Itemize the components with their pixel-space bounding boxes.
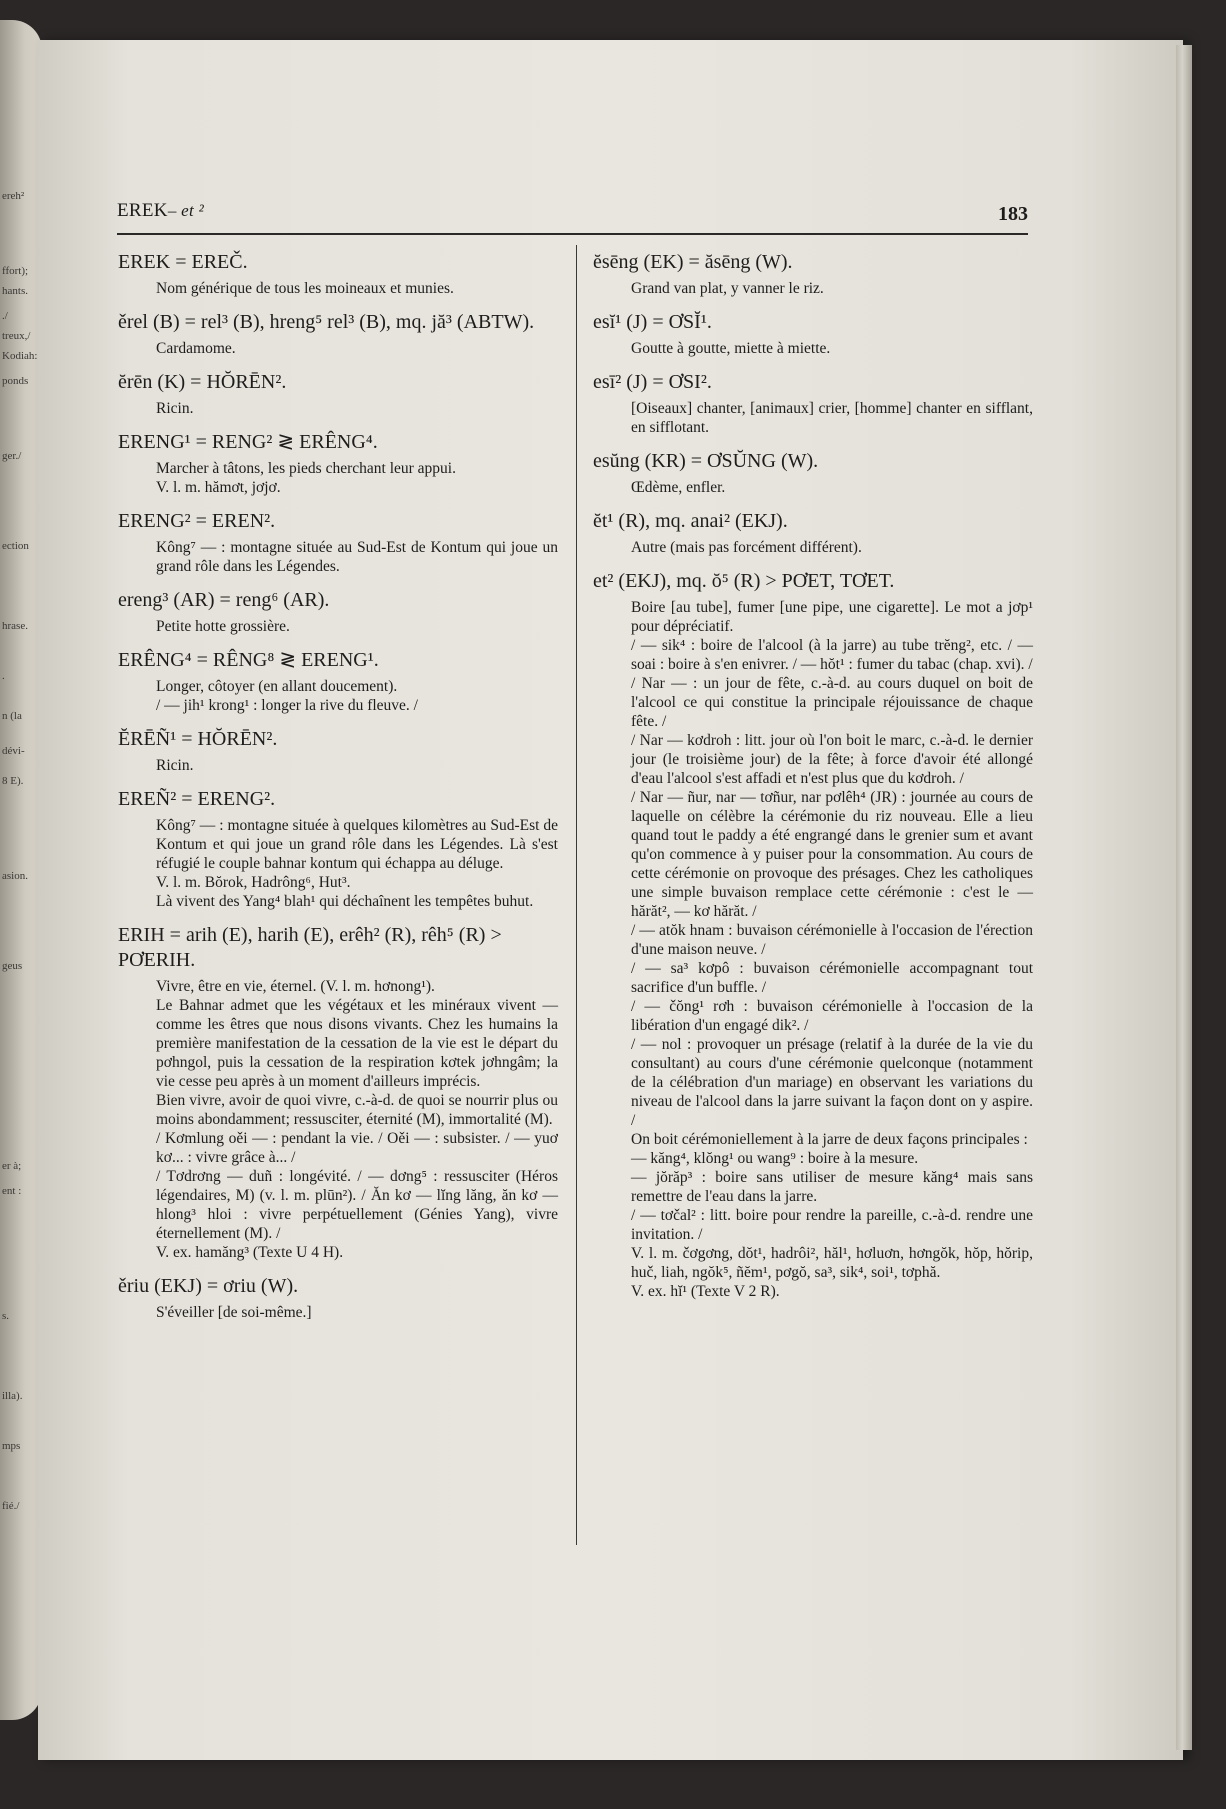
definition-line: V. l. m. hămơt, jơjơ. — [156, 479, 281, 496]
dictionary-entry — [593, 370, 1033, 437]
definition-line: — kăng⁴, klŏng¹ ou wang⁹ : boire à la mesure. — [631, 1150, 919, 1167]
dictionary-entry — [118, 588, 558, 636]
definition-line: Petite hotte grossière. — [156, 618, 290, 635]
previous-page-fragment: hrase. — [2, 620, 28, 632]
definition-line: / Nar — kơdroh : litt. jour où l'on boit le marc, c.-à-d. le dernier jour (le troisième jour) de la fête; à force d'avoir été allongé d'eau l'alcool s'est affadi et n'est plus que du kơdroh. / — [631, 732, 1033, 787]
definition-line: Vivre, être en vie, éternel. (V. l. m. hơnong¹). — [156, 978, 435, 995]
previous-page-fragment: treux,/ — [2, 330, 31, 342]
definition-line: Œdème, enfler. — [631, 479, 726, 496]
dictionary-entry — [118, 250, 558, 298]
definition-line: Grand van plat, y vanner le riz. — [631, 280, 824, 297]
entry-headword: et² (EKJ), mq. ŏ⁵ (R) > PƠET, TƠET. — [593, 570, 895, 592]
previous-page-fragment: mps — [2, 1440, 21, 1452]
previous-page-fragment: ection — [2, 540, 29, 552]
definition-line: Bien vivre, avoir de quoi vivre, c.-à-d. de quoi se nourrir plus ou moins abondamment; ressusciter, éternité (M), immortalité (M). — [156, 1092, 558, 1128]
previous-page-fragment: s. — [2, 1310, 10, 1322]
dictionary-entry — [118, 648, 558, 715]
entry-headword: esŭng (KR) = ƠSŬNG (W). — [593, 450, 819, 472]
entry-headword: EREÑ² = ERENG². — [118, 788, 276, 810]
previous-page-fragment: fié./ — [2, 1500, 20, 1512]
running-head-text: EREK — [117, 200, 168, 221]
definition-line: Longer, côtoyer (en allant doucement). — [156, 678, 398, 695]
page-stack-edge — [1176, 45, 1192, 1750]
previous-page-fragment: ger./ — [2, 450, 22, 462]
entry-headword: ERÊNG⁴ = RÊNG⁸ ≷ ERENG¹. — [118, 649, 379, 671]
definition-line: / — sa³ kơpô : buvaison cérémonielle accompagnant tout sacrifice d'un buffle. / — [631, 960, 1033, 996]
definition-line: On boit cérémoniellement à la jarre de deux façons principales : — [631, 1131, 1028, 1148]
entry-headword: esĭ¹ (J) = ƠSĬ¹. — [593, 311, 712, 333]
entry-definition — [156, 617, 558, 636]
dictionary-entry — [118, 923, 558, 1262]
definition-line: V. l. m. Bŏrok, Hadrông⁶, Hut³. — [156, 874, 351, 891]
entry-headword: esī² (J) = ƠSI². — [593, 371, 712, 393]
entry-definition — [631, 339, 1033, 358]
entry-definition — [156, 339, 558, 358]
dictionary-entry — [593, 509, 1033, 557]
entry-definition — [631, 538, 1033, 557]
entry-definition — [156, 816, 558, 911]
entry-definition — [631, 279, 1033, 298]
entry-definition — [631, 478, 1033, 497]
entry-headword: ĕrēn (K) = HŎRĒN². — [118, 371, 287, 393]
dictionary-entry — [118, 1274, 558, 1322]
definition-line: V. l. m. čơgơng, dŏt¹, hadrôi², hăl¹, hơluơn, hơngŏk, hŏp, hŏrip, huč, liah, ngŏk⁵, ñĕm¹, pơgŏ, sa³, sik⁴, soi¹, tơphă. — [631, 1245, 1033, 1281]
dictionary-entry — [593, 250, 1033, 298]
definition-line: / — tơčal² : litt. boire pour rendre la pareille, c.-à-d. rendre une invitation. / — [631, 1207, 1033, 1243]
dictionary-entry — [118, 370, 558, 418]
definition-line: Autre (mais pas forcément différent). — [631, 539, 862, 556]
previous-page-fragment: illa). — [2, 1390, 23, 1402]
previous-page-edge — [0, 20, 42, 1720]
previous-page-fragment: er à; — [2, 1160, 22, 1172]
entry-headword: ĕsēng (EK) = ăsēng (W). — [593, 251, 793, 273]
definition-line: / Kơmlung oěi — : pendant la vie. / Oěi — : subsister. / — yuơ kơ... : vivre grâce à... / — [156, 1130, 558, 1166]
entry-definition — [156, 459, 558, 497]
dictionary-entry — [593, 569, 1033, 1301]
entry-definition — [156, 977, 558, 1262]
definition-line: Marcher à tâtons, les pieds cherchant leur appui. — [156, 460, 456, 477]
entry-headword: ĔRĒÑ¹ = HŎRĒN². — [118, 728, 278, 750]
previous-page-fragment: n (la — [2, 710, 22, 722]
definition-line: / — čŏng¹ rơh : buvaison cérémonielle à l'occasion de la libération d'un engagé dik². / — [631, 998, 1033, 1034]
previous-page-fragment: ponds — [2, 375, 29, 387]
previous-page-fragment: asion. — [2, 870, 28, 882]
dictionary-entry — [118, 787, 558, 911]
definition-line: / — atŏk hnam : buvaison cérémonielle à l'occasion de l'érection d'une maison neuve. / — [631, 922, 1033, 958]
entry-headword: ERENG² = EREN². — [118, 510, 276, 532]
definition-line: / Nar — ñur, nar — tơñur, nar pơlêh⁴ (JR) : journée au cours de laquelle on célèbre la cérémonie du riz nouveau. Elle a lieu quand tout le paddy a été engrangé dans le grenier sum et avant qu'on commence à y puiser pour la consommation. Au cours de cette cérémonie on provoque des présages. Chez les catholiques une simple buvaison remplace cette cérémonie : c'est le — hărăt², — kơ hărăt. / — [631, 789, 1033, 920]
running-head-tail: – et ² — [167, 201, 204, 220]
definition-line: V. ex. hamăng³ (Texte U 4 H). — [156, 1244, 344, 1261]
column-divider — [576, 245, 577, 1545]
entry-definition — [156, 1303, 558, 1322]
entry-definition — [156, 279, 558, 298]
entry-headword: ěrel (B) = rel³ (B), hreng⁵ rel³ (B), mq. jă³ (ABTW). — [118, 311, 535, 333]
definition-line: S'éveiller [de soi-même.] — [156, 1304, 312, 1321]
dictionary-entry — [118, 310, 558, 358]
definition-line: / — jih¹ krong¹ : longer la rive du fleuve. / — [156, 697, 418, 714]
definition-line: Kông⁷ — : montagne située au Sud-Est de Kontum qui joue un grand rôle dans les Légendes. — [156, 539, 558, 575]
dictionary-entry — [118, 509, 558, 576]
entry-headword: ERIH = arih (E), harih (E), erêh² (R), rêh⁵ (R) > PƠERIH. — [118, 924, 502, 971]
definition-line: Boire [au tube], fumer [une pipe, une cigarette]. Le mot a jơp¹ pour dépréciatif. — [631, 599, 1033, 635]
definition-line: [Oiseaux] chanter, [animaux] crier, [homme] chanter en sifflant, en sifflotant. — [631, 400, 1033, 436]
left-column — [118, 250, 558, 1334]
dictionary-entry — [118, 430, 558, 497]
definition-line: Cardamome. — [156, 340, 236, 357]
previous-page-fragment: . — [2, 670, 5, 682]
header-rule — [117, 233, 1028, 235]
definition-line: Goutte à goutte, miette à miette. — [631, 340, 831, 357]
right-column — [593, 250, 1033, 1313]
definition-line: Ricin. — [156, 757, 194, 774]
previous-page-fragment: 8 E). — [2, 775, 24, 787]
definition-line: Ricin. — [156, 400, 194, 417]
definition-line: Kông⁷ — : montagne située à quelques kilomètres au Sud-Est de Kontum et qui joue un grand rôle dans les Légendes. Là s'est réfugié le couple bahnar kontum qui échappa au déluge. — [156, 817, 558, 872]
previous-page-fragment: ./ — [2, 310, 8, 322]
definition-line: Là vivent des Yang⁴ blah¹ qui déchaînent les tempêtes buhut. — [156, 893, 534, 910]
page-number: 183 — [998, 203, 1028, 225]
previous-page-fragment: ent : — [2, 1185, 22, 1197]
previous-page-fragment: hants. — [2, 285, 28, 297]
definition-line: / — nol : provoquer un présage (relatif à la durée de la vie du consultant) au cours d'une cérémonie quelconque (notamment de la célébration d'un mariage) en observant les variations du niveau de l'alcool dans la jarre suivant la façon dont on y aspire. / — [631, 1036, 1033, 1129]
entry-definition — [156, 677, 558, 715]
entry-headword: ĕt¹ (R), mq. anai² (EKJ). — [593, 510, 788, 532]
dictionary-entry — [593, 310, 1033, 358]
entry-definition — [156, 399, 558, 418]
definition-line: Nom générique de tous les moineaux et munies. — [156, 280, 454, 297]
previous-page-fragment: geus — [2, 960, 23, 972]
previous-page-fragment: dévi- — [2, 745, 25, 757]
definition-line: / Nar — : un jour de fête, c.-à-d. au cours duquel on boit de l'alcool ce qui constitue la principale réjouissance de chaque fête. / — [631, 675, 1033, 730]
dictionary-entry — [118, 727, 558, 775]
previous-page-fragment: Kodiah: — [2, 350, 38, 362]
entry-definition — [156, 538, 558, 576]
definition-line: / Tơdrơng — duñ : longévité. / — dơng⁵ : ressusciter (Héros légendaires, M) (v. l. m. plūn²). / Ăn kơ — lĭng lăng, ăn kơ — hlong³ hloi : vivre perpétuellement (Génies Yang), vivre éternellement (M). / — [156, 1168, 558, 1242]
entry-headword: ERENG¹ = RENG² ≷ ERÊNG⁴. — [118, 431, 378, 453]
entry-headword: ěriu (EKJ) = ơriu (W). — [118, 1275, 299, 1297]
dictionary-entry — [593, 449, 1033, 497]
definition-line: Le Bahnar admet que les végétaux et les minéraux vivent — comme les êtres que nous disons vivants. Chez les humains la première manifestation de la cessation de la vie est le départ du pơhngol, puis la cessation de la respiration kơtek jơhngâm; la vie cesse peu après à un moment d'ailleurs imprécis. — [156, 997, 558, 1090]
previous-page-fragment: ereh² — [2, 190, 25, 202]
definition-line: V. ex. hĭ¹ (Texte V 2 R). — [631, 1283, 780, 1300]
entry-headword: EREK = EREČ. — [118, 251, 248, 273]
entry-definition — [631, 399, 1033, 437]
running-head — [117, 200, 204, 222]
entry-headword: ereng³ (AR) = reng⁶ (AR). — [118, 589, 330, 611]
definition-line: — jŏrăp³ : boire sans utiliser de mesure kăng⁴ mais sans remettre de l'eau dans la jarre. — [631, 1169, 1033, 1205]
definition-line: / — sik⁴ : boire de l'alcool (à la jarre) au tube trĕng², etc. / — soai : boire à s'en enivrer. / — hŏt¹ : fumer du tabac (chap. xvi). / — [631, 637, 1033, 673]
entry-definition — [631, 598, 1033, 1301]
previous-page-fragment: ffort); — [2, 265, 29, 277]
entry-definition — [156, 756, 558, 775]
